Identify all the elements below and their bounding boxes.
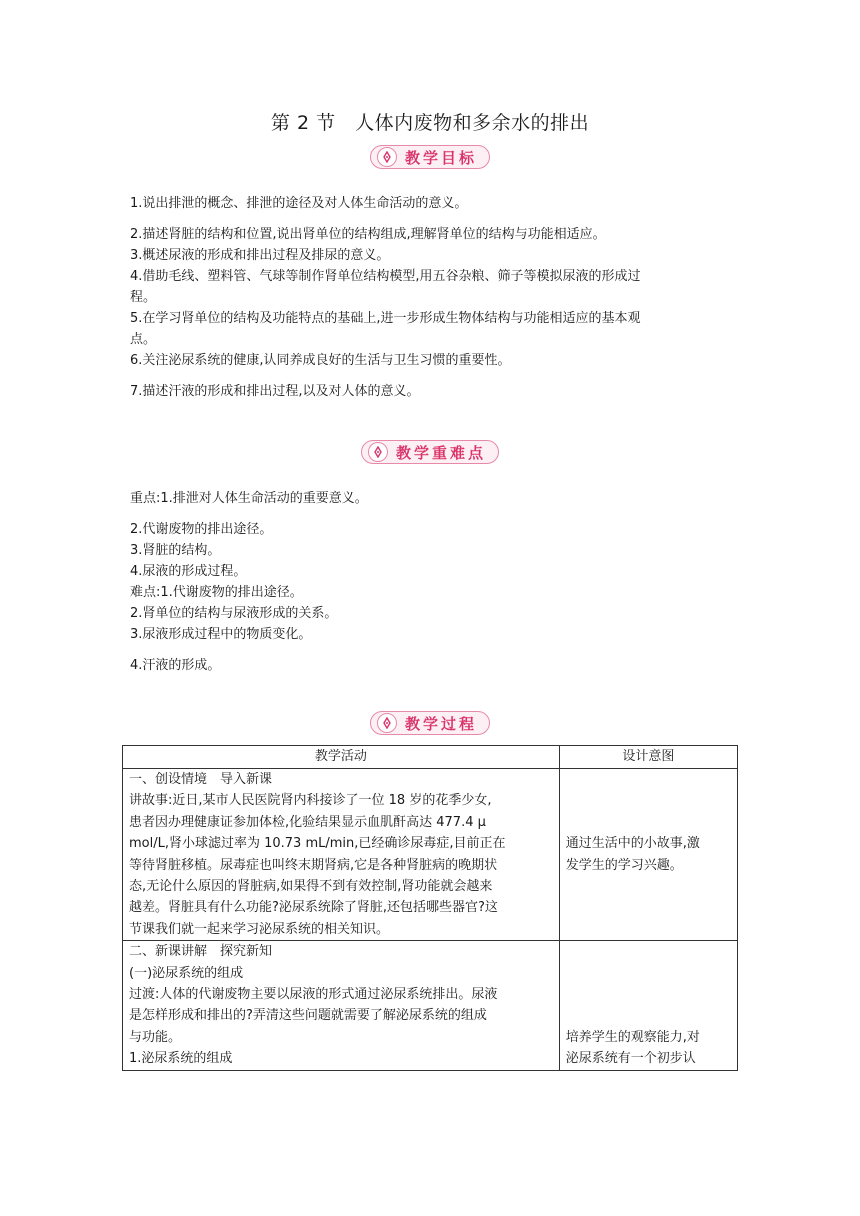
fountain-pen-icon: [368, 442, 388, 462]
section-title: 教学过程: [404, 714, 478, 733]
section-badge-objectives: [370, 145, 490, 169]
activity-line: 1.泌尿系统的组成: [129, 1051, 233, 1067]
column-header: 教学活动: [123, 746, 560, 769]
fountain-pen-icon: [377, 147, 397, 167]
fountain-pen-icon: [377, 713, 397, 733]
key-point-item: 难点:1.代谢废物的排出途径。: [130, 585, 303, 600]
column-header: 设计意图: [559, 746, 737, 769]
key-point-item: 4.尿液的形成过程。: [130, 564, 247, 579]
table-row: [123, 769, 738, 941]
key-point-item: 3.肾脏的结构。: [130, 543, 221, 558]
activity-line: (一)泌尿系统的组成: [129, 965, 244, 981]
objective-item: 点。: [130, 332, 157, 347]
objective-item: 4.借助毛线、塑料管、气球等制作肾单位结构模型,用五谷杂粮、筛子等模拟尿液的形成过: [130, 269, 641, 284]
objective-item: 6.关注泌尿系统的健康,认同养成良好的生活与卫生习惯的重要性。: [130, 353, 511, 368]
activity-line: 与功能。: [129, 1029, 182, 1045]
key-point-item: 2.肾单位的结构与尿液形成的关系。: [130, 606, 338, 621]
activity-line: 过渡:人体的代谢废物主要以尿液的形式通过泌尿系统排出。尿液: [129, 987, 498, 1003]
intent-line: 通过生活中的小故事,激: [565, 836, 700, 852]
activity-line: 态,无论什么原因的肾脏病,如果得不到有效控制,肾功能就会越来: [129, 879, 493, 895]
intent-line: 泌尿系统有一个初步认: [565, 1051, 696, 1067]
intent-line: 培养学生的观察能力,对: [565, 1029, 700, 1045]
objective-item: 2.描述肾脏的结构和位置,说出肾单位的结构组成,理解肾单位的结构与功能相适应。: [130, 227, 606, 242]
activity-line: mol/L,肾小球滤过率为 10.73 mL/min,已经确诊尿毒症,目前正在: [129, 836, 506, 852]
intent-cell: [559, 941, 737, 1070]
key-point-item: 4.汗液的形成。: [130, 658, 221, 673]
section-badge-process: [370, 711, 490, 735]
key-point-item: 2.代谢废物的排出途径。: [130, 522, 273, 537]
objective-item: 3.概述尿液的形成和排出过程及排尿的意义。: [130, 248, 390, 263]
objectives-list: [130, 193, 740, 402]
activity-line: 越差。肾脏具有什么功能?泌尿系统除了肾脏,还包括哪些器官?这: [129, 900, 498, 916]
teaching-process-table: [122, 745, 738, 1071]
activity-line: 患者因办理健康证参加体检,化验结果显示血肌酐高达 477.4 μ: [129, 814, 486, 830]
activity-line: 等待肾脏移植。尿毒症也叫终末期肾病,它是各种肾脏病的晚期状: [129, 857, 498, 873]
objective-item: 5.在学习肾单位的结构及功能特点的基础上,进一步形成生物体结构与功能相适应的基本观: [130, 311, 641, 326]
key-point-item: 重点:1.排泄对人体生命活动的重要意义。: [130, 491, 368, 506]
section-title: 教学重难点: [395, 443, 487, 462]
intent-line: 发学生的学习兴趣。: [565, 857, 683, 873]
objective-item: 1.说出排泄的概念、排泄的途径及对人体生命活动的意义。: [130, 196, 468, 211]
intent-cell: [559, 769, 737, 941]
objective-item: 7.描述汗液的形成和排出过程,以及对人体的意义。: [130, 384, 420, 399]
activity-line: 节课我们就一起来学习泌尿系统的相关知识。: [129, 921, 390, 937]
table-row: [123, 941, 738, 1070]
activity-line: 讲故事:近日,某市人民医院肾内科接诊了一位 18 岁的花季少女,: [129, 793, 492, 809]
key-point-item: 3.尿液形成过程中的物质变化。: [130, 627, 312, 642]
activity-line: 一、创设情境 导入新课: [129, 772, 273, 787]
activity-line: 二、新课讲解 探究新知: [129, 944, 273, 960]
section-badge-key-points: [361, 440, 499, 464]
activity-cell: [123, 769, 560, 941]
section-title: 教学目标: [404, 148, 478, 167]
page-title: 第 2 节 人体内废物和多余水的排出: [270, 112, 590, 134]
activity-line: 是怎样形成和排出的?弄清这些问题就需要了解泌尿系统的组成: [129, 1008, 487, 1024]
activity-cell: [123, 941, 560, 1070]
objective-item: 程。: [130, 290, 157, 305]
key-points-list: [130, 488, 740, 676]
table-header-row: [123, 746, 738, 769]
